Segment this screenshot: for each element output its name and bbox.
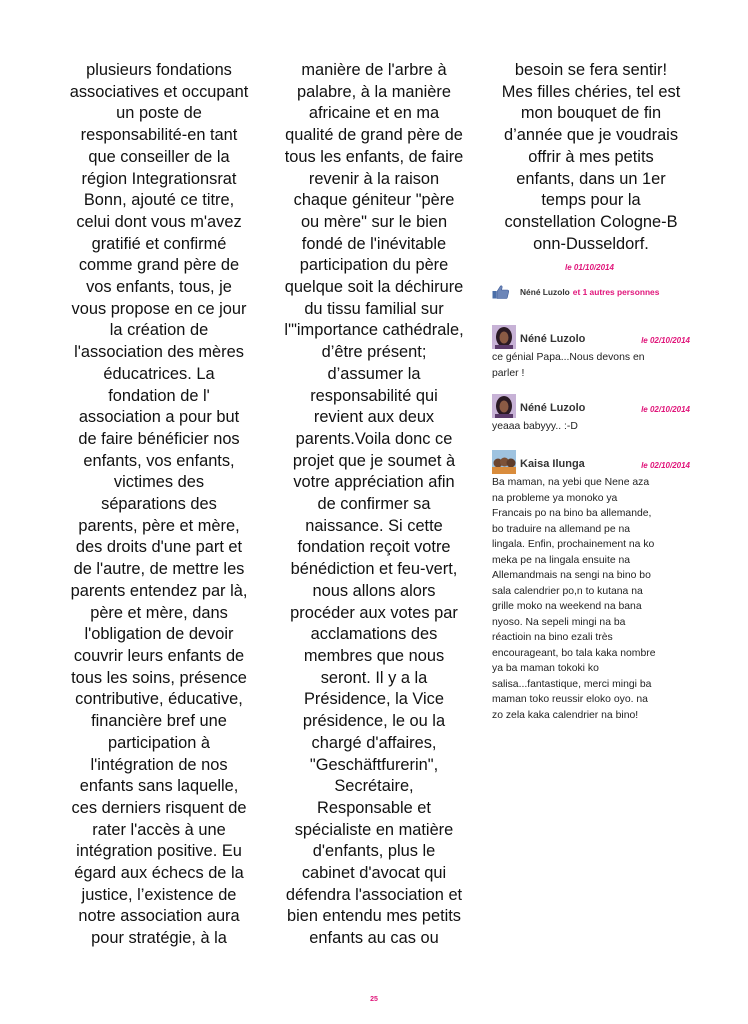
comment-date: le 02/10/2014 [641, 336, 690, 345]
avatar[interactable] [492, 325, 516, 349]
comment-date: le 02/10/2014 [641, 461, 690, 470]
text-column-2 [270, 60, 478, 950]
comment-date: le 02/10/2014 [641, 405, 690, 414]
comment [492, 394, 692, 435]
likes-row[interactable] [492, 285, 659, 299]
text-column-1 [54, 60, 264, 950]
column-3-text: besoin se fera sentir! Mes filles chéries, tel est mon bouquet de fin d’année que je voudrais offrir à mes petits enfants, dans un 1er temps pour la constellation Cologne-B onn-Dusseldorf. [501, 61, 681, 253]
comment-text: yeaaa babyyy.. :-D [492, 421, 578, 432]
avatar[interactable] [492, 394, 516, 418]
comment-author[interactable]: Néné Luzolo [520, 333, 586, 345]
column-2-text: manière de l'arbre à palabre, à la manière africaine et en ma qualité de grand père de tous les enfants, de faire revenir à la raison chaque géniteur "père ou mère" sur le bien fondé de l'inévitable participation du père quelque soit la déchirure du tissu familial sur l'"importance cathédrale, d’être présent; d’assumer la responsabilité qui revient aux deux parents.Voila donc ce projet que je soumet à votre appréciation afin de confirmer sa naissance. Si cette fondation reçoit votre bénédiction et feu-vert, nous allons alors procéder aux votes par acclamations des membres que nous seront. Il y a la Présidence, la Vice présidence, le ou la chargé d'affaires, "Geschäftfurerin", Secrétaire, Responsable et spécialiste en matière d'enfants, plus le cabinet d'avocat qui défendra l'association et bien entendu mes petits enfants au cas ou [284, 61, 464, 948]
avatar[interactable] [492, 450, 516, 474]
post-date: le 01/10/2014 [565, 263, 614, 272]
comment [492, 325, 692, 381]
comment-author[interactable]: Néné Luzolo [520, 402, 586, 414]
column-1-text: plusieurs fondations associatives et occupant un poste de responsabilité-en tant que conseiller de la région Integrationsrat Bonn, ajouté ce titre, celui dont vous m'avez gratifié et confirmé comme grand père de vos enfants, tous, je vous propose en ce jour la création de l'association des mères éducatrices. La fondation de l' association a pour but de faire bénéficier nos enfants, vos enfants, victimes des séparations des parents, père et mère, des droits d'une part et de l'autre, de mettre les parents entendez par là, père et mère, dans l'obligation de devoir couvrir leurs enfants de tous les soins, présence contributive, éducative, financière bref une participation à l'intégration de nos enfants sans laquelle, ces derniers risquent de rater l'accès à une intégration positive. Eu égard aux échecs de la justice, l’existence de notre association aura pour stratégie, à la [69, 61, 249, 948]
comment-author[interactable]: Kaisa Ilunga [520, 458, 585, 470]
comment-text: ce génial Papa...Nous devons en parler ! [492, 352, 645, 379]
text-column-3 [486, 60, 696, 255]
likes-name[interactable]: Néné Luzolo [520, 287, 570, 297]
likes-others[interactable]: et 1 autres personnes [572, 287, 660, 297]
page-number: 25 [370, 996, 378, 1003]
comment [492, 450, 692, 723]
thumbs-up-icon[interactable] [492, 285, 510, 299]
comment-text: Ba maman, na yebi que Nene aza na probleme ya monoko ya Francais po na bino ba allemande, bo traduire na allemand pe na lingala. Enfin, prochainement na ko meka pe na lingala ensuite na Allemandmais na sengi na bino bo sala calendrier po,n to kutana na grille moko na weekend na bana nyoso. Na sepeli mingi na ba réactioin na bino ezali très encourageant, bo tala kaka nombre ya ba maman tokoki ko salisa...fantastique, merci mingi ba maman toko reussir eloko oyo. na zo zela kaka calendrier na bino! [492, 477, 656, 721]
